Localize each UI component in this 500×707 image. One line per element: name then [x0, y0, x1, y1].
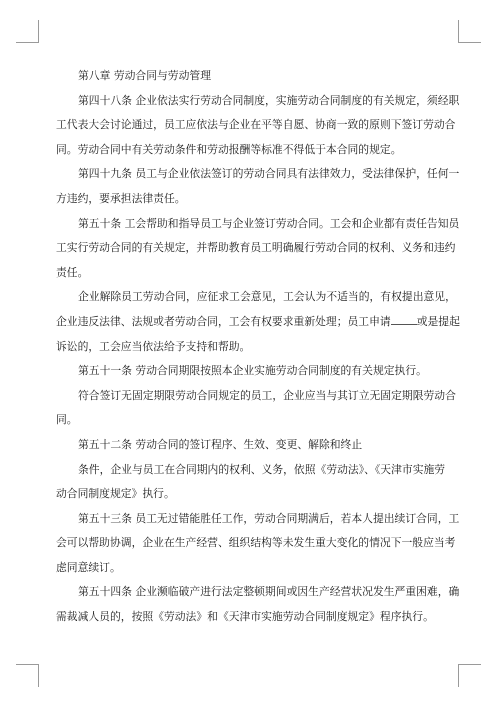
text-line: 第五十条 工会帮助和指导员工与企业签订劳动合同。工会和企业都有责任告知员	[78, 216, 460, 230]
text-line: 虑同意续订。	[56, 560, 121, 574]
text-line: 方违约，要承担法律责任。	[56, 191, 186, 205]
text-line: 第五十一条 劳动合同期限按照本企业实施劳动合同制度的有关规定执行。	[78, 364, 427, 378]
text-line: 企业解除员工劳动合同，应征求工会意见，工会认为不适当的，有权提出意见，	[78, 290, 456, 304]
chapter-heading: 第八章 劳动合同与劳动管理	[78, 69, 211, 82]
text-line: 会可以帮助协调，企业在生产经营、组织结构等未发生重大变化的情况下一般应当考	[56, 536, 456, 550]
text-line: 符合签订无固定期限劳动合同规定的员工，企业应当与其订立无固定期限劳动合	[78, 388, 456, 402]
text-line: 同。	[56, 413, 78, 427]
text-line: 责任。	[56, 265, 89, 279]
text-line: 第五十二条 劳动合同的签订程序、生效、变更、解除和终止	[78, 437, 363, 451]
text-line: 第四十八条 企业依法实行劳动合同制度，实施劳动合同制度的有关规定，须经职	[78, 93, 460, 107]
text-line: 同。劳动合同中有关劳动条件和劳动报酬等标准不得低于本合同的规定。	[56, 142, 402, 156]
text-segment: 企业违反法律、法规或者劳动合同，工会有权要求重新处理；员工申请	[56, 314, 391, 328]
text-line-with-blank	[56, 310, 460, 335]
crop-mark-bottom-right	[458, 664, 481, 687]
text-line: 需裁减人员的，按照《劳动法》和《天津市实施劳动合同制度规定》程序执行。	[56, 610, 434, 624]
text-segment: 或是提起	[416, 314, 460, 328]
text-line: 第五十四条 企业濒临破产进行法定整顿期间或因生产经营状况发生严重困难，确	[78, 585, 460, 599]
document-body	[56, 64, 460, 630]
fill-in-blank	[391, 315, 417, 325]
text-line: 工实行劳动合同的有关规定，并帮助教育员工明确履行劳动合同的权利、义务和违约	[56, 241, 456, 255]
crop-mark-bottom-left	[16, 664, 39, 687]
text-line: 第四十九条 员工与企业依法签订的劳动合同具有法律效力，受法律保护，任何一	[78, 167, 460, 181]
text-line: 第五十三条 员工无过错能胜任工作，劳动合同期满后，若本人提出续订合同，工	[78, 511, 460, 525]
text-line: 条件，企业与员工在合同期内的权利、义务，依照《劳动法》、《天津市实施劳	[78, 462, 446, 476]
crop-mark-top-right	[458, 20, 481, 43]
text-line: 诉讼的，工会应当依法给予支持和帮助。	[56, 339, 251, 353]
text-line: 工代表大会讨论通过，员工应依法与企业在平等自愿、协商一致的原则下签订劳动合	[56, 118, 456, 132]
text-line: 动合同制度规定》执行。	[56, 487, 175, 501]
crop-mark-top-left	[16, 20, 39, 43]
